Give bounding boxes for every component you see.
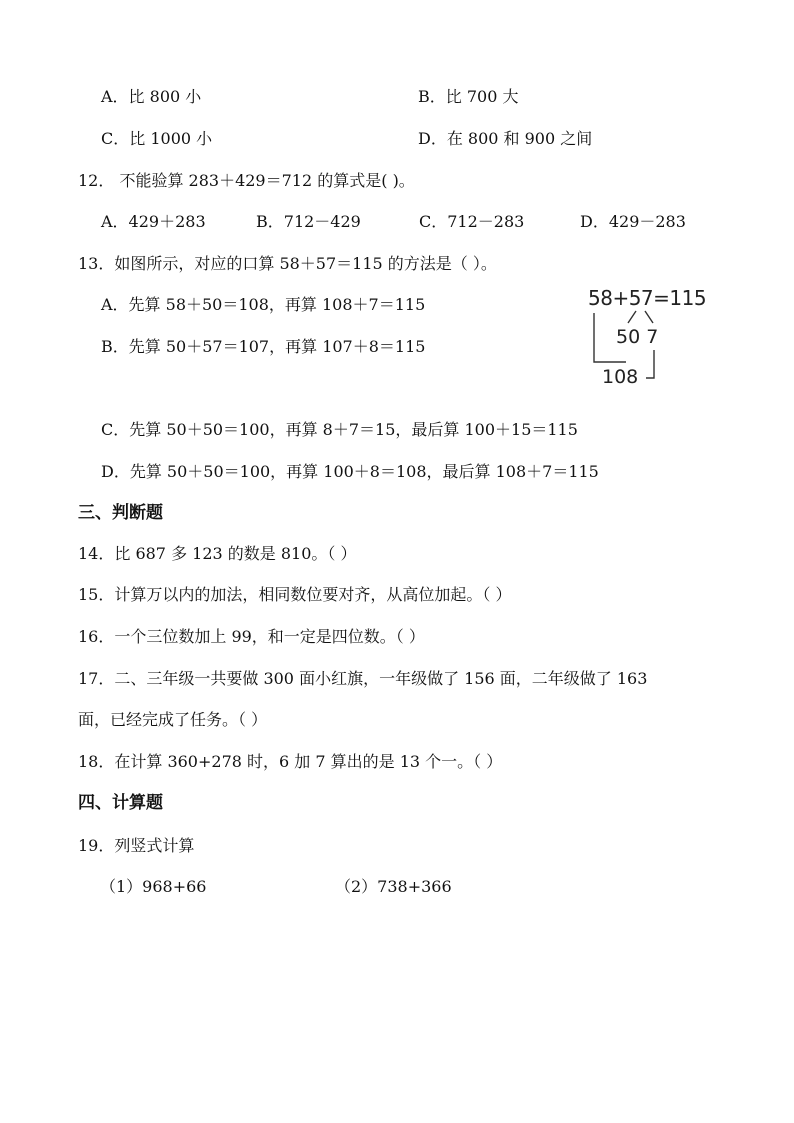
q17-line2: 面，已经完成了任务。（ ）: [78, 710, 268, 729]
q16: 16．一个三位数加上 99，和一定是四位数。（ ）: [78, 627, 425, 646]
q13-figure: [584, 286, 714, 390]
q13-option-d: D．先算 50＋50＝100，再算 100＋8＝108，最后算 108＋7＝115: [101, 462, 599, 481]
q11-option-c: C．比 1000 小: [101, 129, 213, 148]
q13-option-a: A．先算 58＋50＝108，再算 108＋7＝115: [101, 295, 426, 314]
q12-option-c: C．712－283: [419, 212, 525, 231]
q11-option-a: A．比 800 小: [101, 87, 202, 106]
q19-sub1: （1）968+66: [100, 877, 207, 896]
q12-option-a: A．429＋283: [101, 212, 206, 231]
q15: 15．计算万以内的加法，相同数位要对齐，从高位加起。（ ）: [78, 585, 512, 604]
q12-option-d: D．429－283: [580, 212, 686, 231]
q14: 14．比 687 多 123 的数是 810。（ ）: [78, 544, 357, 563]
section3-title: 三、判断题: [78, 503, 163, 523]
q13-figure-equation: 58+57=115: [588, 286, 707, 310]
q18: 18．在计算 360+278 时，6 加 7 算出的是 13 个一。（ ）: [78, 752, 503, 771]
q12-stem: 12． 不能验算 283＋429＝712 的算式是( )。: [78, 171, 415, 190]
q11-option-b: B．比 700 大: [418, 87, 519, 106]
section4-title: 四、计算题: [78, 793, 163, 813]
q17-line1: 17．二、三年级一共要做 300 面小红旗，一年级做了 156 面，二年级做了 163: [78, 669, 648, 688]
q13-figure-result: 108: [602, 366, 639, 388]
q13-option-b: B．先算 50＋57＝107，再算 107＋8＝115: [101, 337, 426, 356]
q11-option-d: D．在 800 和 900 之间: [418, 129, 593, 148]
q12-option-b: B．712－429: [256, 212, 361, 231]
q13-stem: 13．如图所示，对应的口算 58＋57＝115 的方法是（ ）。: [78, 254, 497, 273]
q19-sub2: （2）738+366: [335, 877, 452, 896]
q13-option-c: C．先算 50＋50＝100，再算 8＋7＝15，最后算 100＋15＝115: [101, 420, 578, 439]
q19: 19．列竖式计算: [78, 836, 195, 855]
q13-figure-split: 50 7: [616, 326, 659, 348]
